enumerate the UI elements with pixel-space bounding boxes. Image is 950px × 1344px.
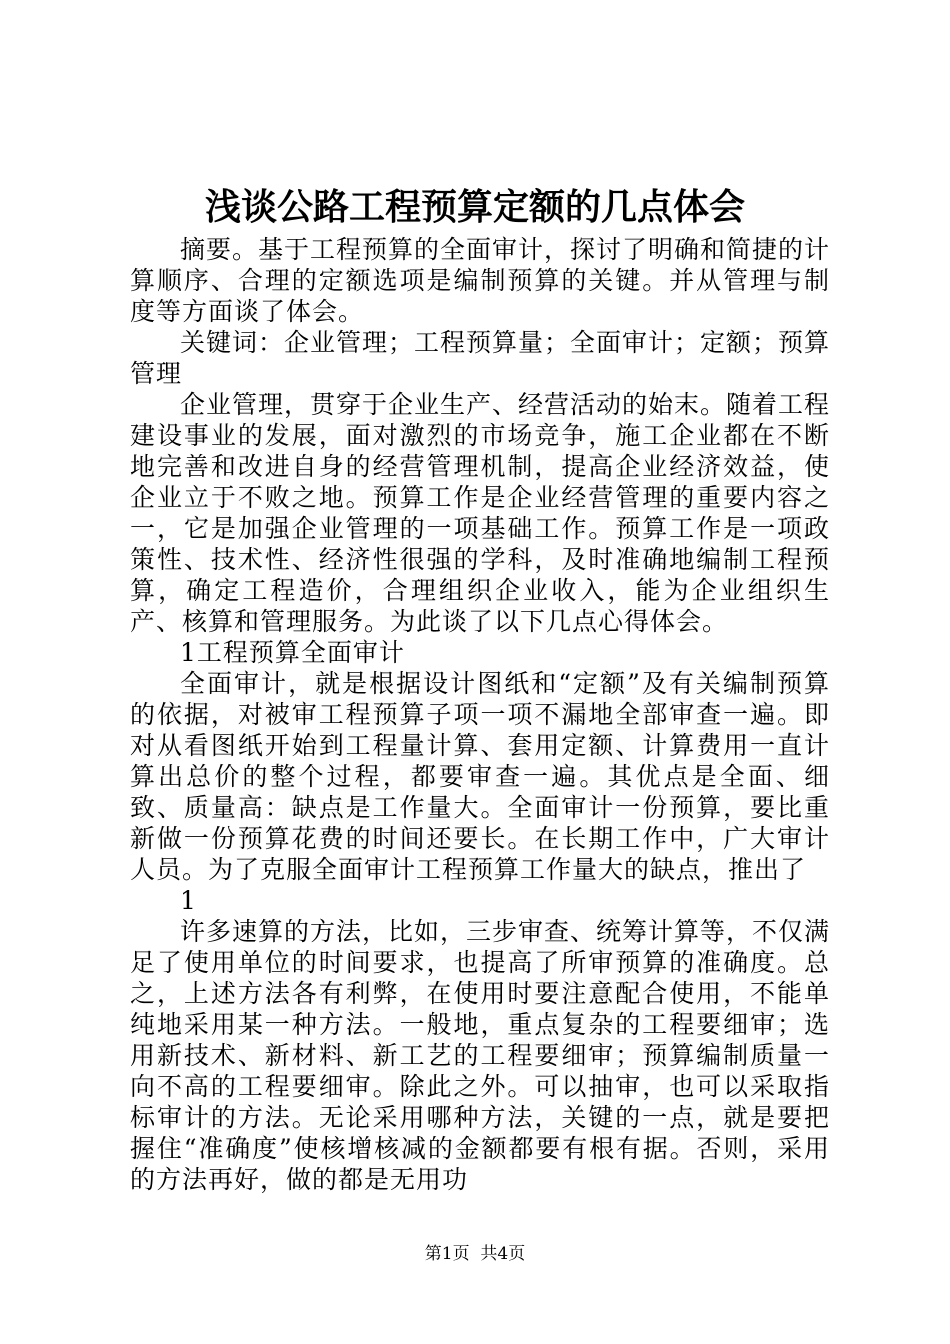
abstract-paragraph: 摘要。基于工程预算的全面审计，探讨了明确和简捷的计算顺序、合理的定额选项是编制预算的关键。并从管理与制度等方面谈了体会。 (130, 235, 831, 326)
body-paragraph: 全面审计，就是根据设计图纸和“定额”及有关编制预算的依据，对被审工程预算子项一项不漏地全部审查一遍。即对从看图纸开始到工程量计算、套用定额、计算费用一直计算出总价的整个过程，都要审查一遍。其优点是全面、细致、质量高：缺点是工作量大。全面审计一份预算，要比重新做一份预算花费的时间还要长。在长期工作中，广大审计人员。为了克服全面审计工程预算工作量大的缺点，推出了 (130, 669, 830, 884)
document-title: 浅谈公路工程预算定额的几点体会 (204, 186, 745, 228)
body-paragraph: 许多速算的方法，比如，三步审查、统筹计算等，不仅满足了使用单位的时间要求，也提高了所审预算的准确度。总之，上述方法各有利弊，在使用时要注意配合使用，不能单纯地采用某一种方法。一般地，重点复杂的工程要细审；选用新技术、新材料、新工艺的工程要细审；预算编制质量一向不高的工程要细审。除此之外。可以抽审，也可以采取指标审计的方法。无论采用哪种方法，关键的一点，就是要把握住“准确度”使核增核减的金额都要有根有据。否则，采用的方法再好，做的都是无用功 (130, 917, 831, 1194)
section-heading: 1工程预算全面审计 (180, 638, 405, 667)
page-footer (0, 1242, 950, 1266)
intro-paragraph: 企业管理，贯穿于企业生产、经营活动的始末。随着工程建设事业的发展，面对激烈的市场竞争，施工企业都在不断地完善和改进自身的经营管理机制，提高企业经济效益，使企业立于不败之地。预算工作是企业经营管理的重要内容之一，它是加强企业管理的一项基础工作。预算工作是一项政策性、技术性、经济性很强的学科，及时准确地编制工程预算，确定工程造价，合理组织企业收入，能为企业组织生产、核算和管理服务。为此谈了以下几点心得体会。 (130, 390, 831, 636)
page-number: 第1页 共4页 (424, 1244, 526, 1264)
keywords-paragraph: 关键词：企业管理；工程预算量；全面审计；定额；预算管理 (130, 328, 831, 388)
page-marker: 1 (180, 886, 197, 915)
document-body (130, 234, 830, 1195)
